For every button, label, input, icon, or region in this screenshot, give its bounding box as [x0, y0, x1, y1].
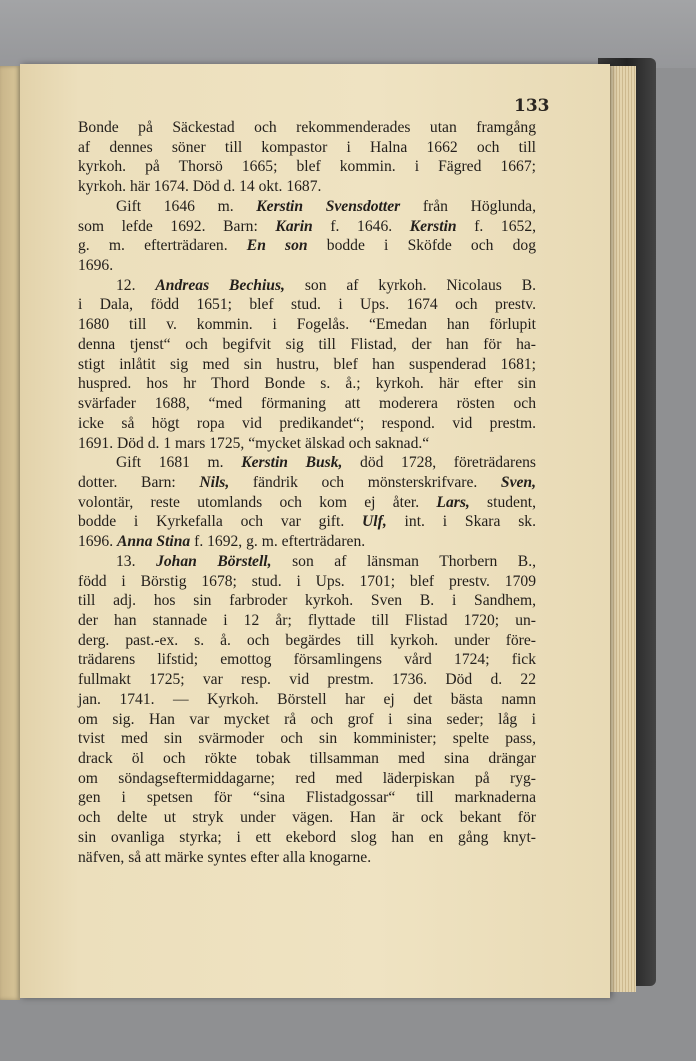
text-line [78, 591, 536, 611]
text-segment: 12. [116, 276, 156, 294]
text-line [78, 631, 536, 651]
text-segment: fändrik och mönsterskrifvare. [229, 473, 501, 491]
italic-name: Kerstin [409, 217, 457, 235]
text-line [78, 650, 536, 670]
text-segment: af dennes söner till kompastor i Halna 1662 och till [78, 138, 536, 156]
italic-name: Anna Stina [116, 533, 191, 551]
text-line [78, 236, 536, 256]
text-segment: 1696. [78, 533, 117, 551]
text-segment: int. i Skara sk. [386, 513, 536, 531]
text-segment: dotter. Barn: [78, 473, 200, 491]
text-segment: om söndagseftermiddagarne; red med läderpiskan på ryg- [78, 769, 536, 787]
text-segment: Gift 1646 m. [116, 197, 257, 215]
italic-name: Karin [275, 217, 313, 235]
text-line [78, 848, 536, 868]
text-line [78, 217, 536, 237]
text-segment: g. m. efterträdaren. [78, 237, 247, 255]
text-segment: 1680 till v. kommin. i Fogelås. “Emedan han förlupit [78, 316, 536, 334]
text-segment: huspred. hos hr Thord Bonde s. å.; kyrkoh. här efter sin [78, 375, 536, 393]
text-line [78, 788, 536, 808]
text-line [78, 453, 536, 473]
text-line [78, 374, 536, 394]
text-segment: och delte ut stryk under vägen. Han är ock bekant för [78, 809, 536, 827]
text-segment: Bonde på Säckestad och rekommenderades utan framgång [78, 119, 536, 136]
italic-name: Kerstin Svensdotter [256, 197, 401, 215]
text-line [78, 828, 536, 848]
text-line [78, 394, 536, 414]
text-segment: f. 1646. [312, 217, 410, 235]
text-segment: son af länsman Thorbern B., [271, 552, 537, 570]
scan-background [0, 0, 696, 68]
italic-name: En son [246, 237, 308, 255]
text-segment: 1691. Död d. 1 mars 1725, “mycket älskad och saknad.“ [78, 434, 430, 452]
text-line [78, 532, 536, 552]
italic-name: Johan Börstell, [156, 552, 272, 570]
text-line [78, 552, 536, 572]
text-segment: drack öl och rökte tobak tillsamman med sina drängar [78, 750, 536, 767]
text-segment: volontär, reste utomlands och kom ej åter. [78, 493, 437, 511]
italic-name: Ulf, [362, 513, 387, 531]
text-segment: näfven, så att märke syntes efter alla knogarne. [78, 848, 372, 866]
text-line [78, 493, 536, 513]
text-line [78, 295, 536, 315]
text-line [78, 256, 536, 276]
text-segment: Gift 1681 m. [116, 454, 242, 472]
text-segment: fullmakt 1725; var resp. vid prestm. 1736. Död d. 22 [78, 671, 536, 689]
text-segment: om sig. Han var mycket rå och grof i sina seder; låg i [78, 710, 536, 728]
text-line [78, 197, 536, 217]
text-segment: icke så högt ropa vid predikandet“; respond. vid prestm. [78, 414, 536, 432]
left-page-edge [0, 66, 20, 1000]
text-segment: bodde i Sköfde och dog [307, 237, 536, 255]
text-segment: son af kyrkoh. Nicolaus B. [284, 276, 537, 294]
italic-name: Andreas Bechius, [155, 276, 285, 294]
text-line [78, 512, 536, 532]
text-line [78, 769, 536, 789]
text-line [78, 729, 536, 749]
text-segment: stigt inlåtit sig med sin hustru, blef han suspenderad 1681; [78, 355, 536, 373]
text-line [78, 177, 536, 197]
text-line [78, 808, 536, 828]
text-segment: 13. [116, 552, 157, 570]
text-line [78, 138, 536, 158]
italic-name: Sven, [500, 473, 536, 491]
text-line [78, 355, 536, 375]
text-segment: f. 1652, [456, 217, 537, 235]
text-segment: svärfader 1688, “med förmaning att moderera rösten och [78, 395, 536, 413]
italic-name: Kerstin Busk, [241, 454, 343, 472]
text-segment: till adj. hos sin farbroder kyrkoh. Sven B. i Sandhem, [78, 592, 536, 610]
text-line [78, 315, 536, 335]
text-line [78, 572, 536, 592]
text-line [78, 414, 536, 434]
italic-name: Nils, [199, 473, 230, 491]
text-segment: från Höglunda, [400, 197, 537, 215]
text-segment: gen i spetsen för “sina Flistadgossar“ till marknaderna [78, 789, 536, 807]
text-line [78, 710, 536, 730]
text-segment: 1696. [78, 257, 114, 275]
text-segment: kyrkoh. här 1674. Död d. 14 okt. 1687. [78, 178, 322, 196]
text-segment: bodde i Kyrkefalla och var gift. [78, 513, 363, 531]
text-segment: död 1728, företrädarens [342, 454, 537, 472]
text-line [78, 434, 536, 454]
text-line [78, 157, 536, 177]
text-segment: f. 1692, g. m. efterträdaren. [190, 533, 366, 551]
text-segment: trädarens lifstid; emottog församlingens vård 1724; fick [78, 651, 536, 669]
text-line [78, 749, 536, 769]
text-line [78, 276, 536, 296]
page-number: 133 [514, 96, 550, 116]
text-segment: som lefde 1692. Barn: [78, 217, 276, 235]
text-line [78, 670, 536, 690]
text-segment: i Dala, född 1651; blef stud. i Ups. 1674 och prestv. [78, 296, 536, 314]
text-segment: student, [469, 493, 536, 511]
text-line [78, 611, 536, 631]
text-segment: kyrkoh. på Thorsö 1665; blef kommin. i Fägred 1667; [78, 158, 536, 176]
text-line [78, 118, 536, 138]
italic-name: Lars, [436, 493, 470, 511]
body-text [78, 118, 536, 867]
text-line [78, 473, 536, 493]
text-segment: denna tjenst“ och begifvit sig till Flistad, der han för ha- [78, 335, 536, 353]
text-segment: sin ovanliga styrka; i ett ekebord slog han en gång knyt- [78, 828, 536, 846]
text-segment: der han stannade i 12 år; flyttade till Flistad 1720; un- [78, 611, 536, 629]
text-segment: derg. past.-ex. s. å. och begärdes till kyrkoh. under före- [78, 631, 536, 649]
text-segment: född i Börstig 1678; stud. i Ups. 1701; blef prestv. 1709 [78, 572, 536, 590]
text-line [78, 335, 536, 355]
text-segment: jan. 1741. — Kyrkoh. Börstell har ej det bästa namn [78, 690, 536, 708]
text-segment: tvist med sin svärmoder och sin komminister; spelte pass, [78, 730, 536, 748]
text-line [78, 690, 536, 710]
